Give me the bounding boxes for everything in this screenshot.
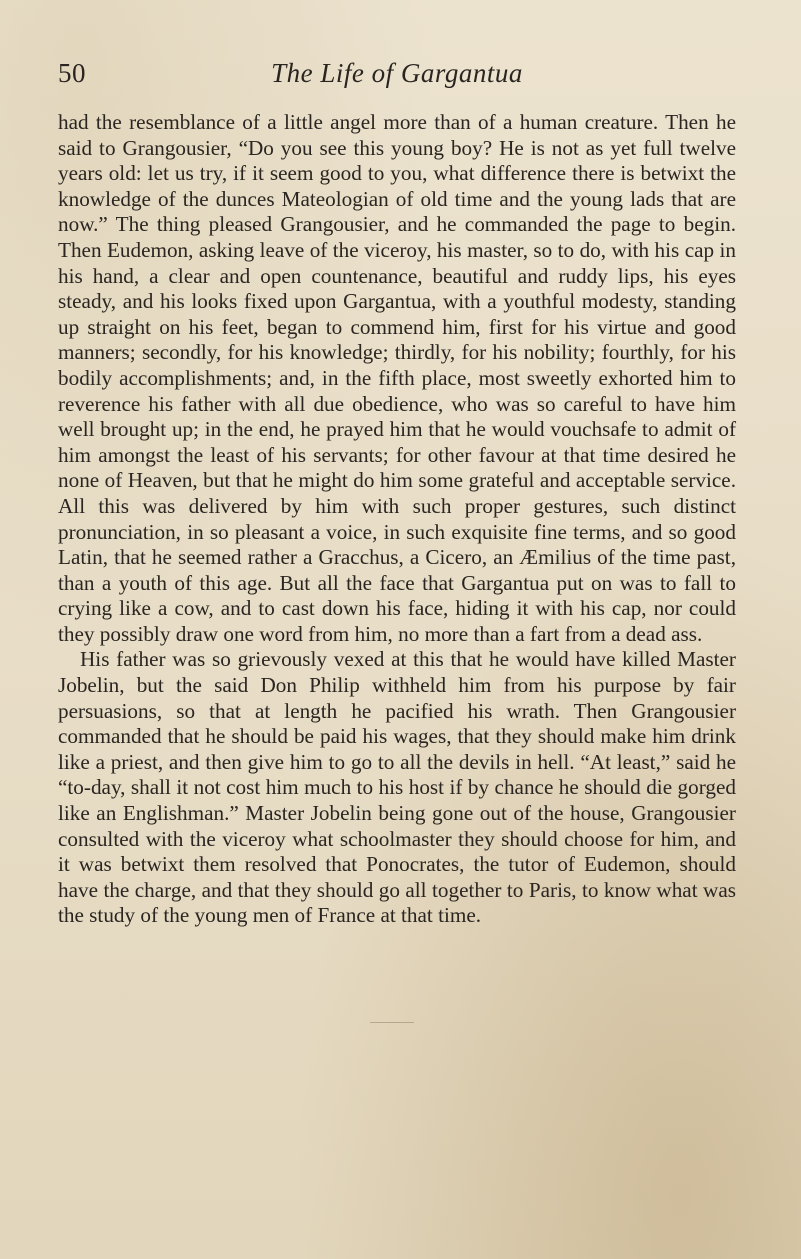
running-title: The Life of Gargantua bbox=[271, 58, 523, 88]
body-text bbox=[58, 110, 736, 929]
paragraph-2: His father was so grievously vexed at this that he would have killed Master Jobelin, but the said Don Philip withheld him from his purpose by fair persuasions, so that at length he pacified his wrath. Then Grangousier commanded that he should be paid his wages, that they should make him drink like a priest, and then give him to go to all the devils in hell. “At least,” said he “to-day, shall it not cost him much to his host if by chance he should die gorged like an Englishman.” Master Jobelin being gone out of the house, Grangousier consulted with the viceroy what schoolmaster they should choose for him, and it was betwixt them resolved that Ponocrates, the tutor of Eudemon, should have the charge, and that they should go all together to Paris, to know what was the study of the young men of France at that time. bbox=[58, 647, 736, 928]
page-number: 50 bbox=[58, 58, 86, 88]
footer-rule bbox=[370, 1022, 414, 1023]
page-header bbox=[58, 58, 736, 98]
paragraph-1: had the resemblance of a little angel more than of a human creature. Then he said to Grangousier, “Do you see this young boy? He is not as yet full twelve years old: let us try, if it seem good to you, what difference there is betwixt the knowledge of the dunces Mateologian of old time and the young lads that are now.” The thing pleased Grangousier, and he commanded the page to begin. Then Eudemon, asking leave of the viceroy, his master, so to do, with his cap in his hand, a clear and open countenance, beautiful and ruddy lips, his eyes steady, and his looks fixed upon Gargantua, with a youthful modesty, standing up straight on his feet, began to commend him, first for his virtue and good manners; secondly, for his knowledge; thirdly, for his nobility; fourthly, for his bodily accomplishments; and, in the fifth place, most sweetly exhorted him to reverence his father with all due obedience, who was so careful to have him well brought up; in the end, he prayed him that he would vouchsafe to admit of him amongst the least of his servants; for other favour at that time desired he none of Heaven, but that he might do him some grateful and acceptable service. All this was delivered by him with such proper gestures, such distinct pronunciation, in so pleasant a voice, in such exquisite fine terms, and so good Latin, that he seemed rather a Gracchus, a Cicero, an Æmilius of the time past, than a youth of this age. But all the face that Gargantua put on was to fall to crying like a cow, and to cast down his face, hiding it with his cap, nor could they possibly draw one word from him, no more than a fart from a dead ass. bbox=[58, 110, 736, 646]
